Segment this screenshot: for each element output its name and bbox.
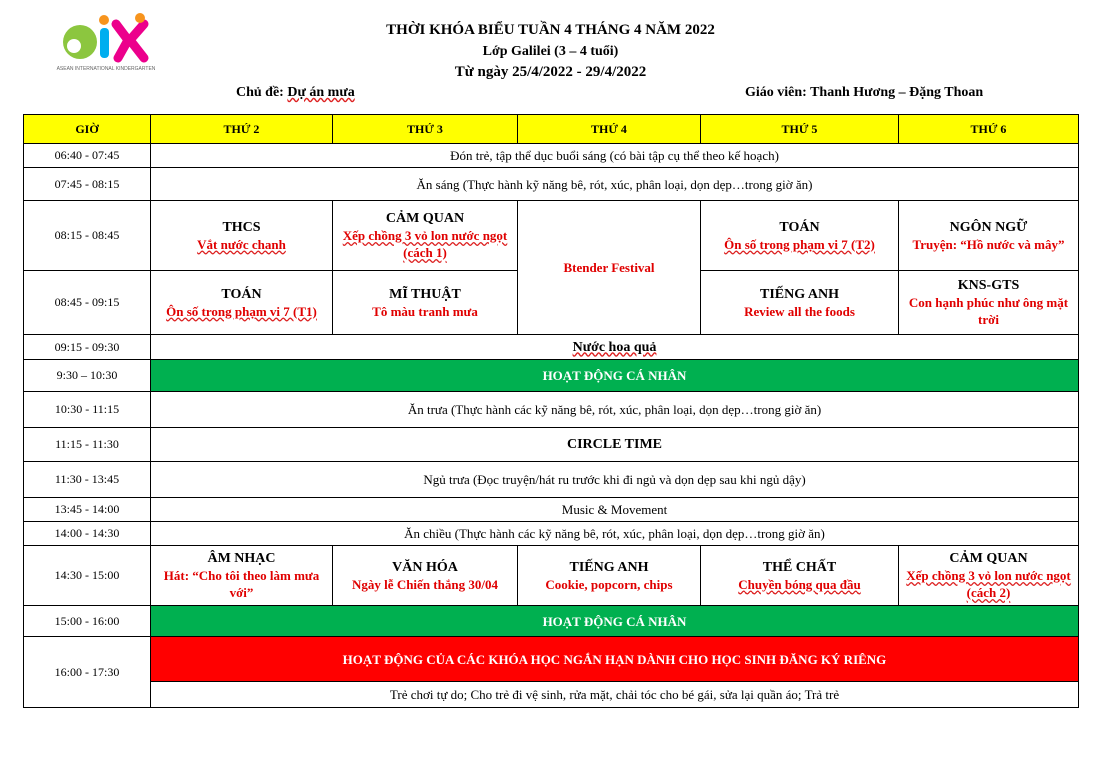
short-course-bar: HOẠT ĐỘNG CỦA CÁC KHÓA HỌC NGẮN HẠN DÀNH CHO HỌC SINH ĐĂNG KÝ RIÊNG bbox=[151, 637, 1079, 682]
lesson-detail: Hát: “Cho tôi theo làm mưa với” bbox=[163, 568, 320, 600]
table-row bbox=[24, 682, 1079, 708]
lesson-detail: Ôn số trong phạm vi 7 (T1) bbox=[166, 303, 317, 319]
table-row bbox=[24, 392, 1079, 428]
lesson-cell-wed bbox=[518, 201, 701, 335]
activity-cell: Music & Movement bbox=[151, 498, 1079, 522]
lesson-subject: ÂM NHẠC bbox=[207, 551, 276, 566]
time-cell: 9:30 – 10:30 bbox=[24, 360, 151, 392]
lesson-cell-mon bbox=[151, 271, 333, 335]
activity-cell: CIRCLE TIME bbox=[151, 428, 1079, 462]
lesson-detail: Btender Festival bbox=[563, 260, 655, 275]
activity-cell: Ngủ trưa (Đọc truyện/hát ru trước khi đi ngủ và dọn dẹp sau khi ngủ dậy) bbox=[151, 462, 1079, 498]
lesson-cell-fri bbox=[899, 271, 1079, 335]
time-cell: 16:00 - 17:30 bbox=[24, 637, 151, 708]
time-cell: 09:15 - 09:30 bbox=[24, 335, 151, 360]
lesson-detail: Ôn số trong phạm vi 7 (T2) bbox=[724, 236, 875, 252]
lesson-detail: Chuyền bóng qua đầu bbox=[738, 576, 861, 592]
header-row bbox=[24, 115, 1079, 144]
table-row bbox=[24, 637, 1079, 682]
col-mon: THỨ 2 bbox=[151, 115, 333, 144]
lesson-detail: Cookie, popcorn, chips bbox=[545, 576, 673, 592]
lesson-detail: Review all the foods bbox=[744, 303, 855, 319]
lesson-detail: Xếp chồng 3 vỏ lon nước ngọt (cách 2) bbox=[906, 568, 1071, 600]
timetable bbox=[23, 114, 1079, 708]
table-row bbox=[24, 428, 1079, 462]
schedule-title: THỜI KHÓA BIỂU TUẦN 4 THÁNG 4 NĂM 2022 bbox=[386, 22, 715, 38]
lesson-detail: Con hạnh phúc như ông mặt trời bbox=[908, 295, 1069, 327]
date-range: Từ ngày 25/4/2022 - 29/4/2022 bbox=[454, 64, 647, 80]
table-row bbox=[24, 522, 1079, 546]
lesson-subject: NGÔN NGỮ bbox=[949, 219, 1028, 235]
time-cell: 14:30 - 15:00 bbox=[24, 546, 151, 606]
col-tue: THỨ 3 bbox=[333, 115, 518, 144]
lesson-detail: Vắt nước chanh bbox=[197, 236, 286, 252]
lesson-subject: TIẾNG ANH bbox=[760, 286, 839, 302]
lesson-detail: Truyện: “Hồ nước và mây” bbox=[912, 236, 1065, 252]
lesson-subject: CẢM QUAN bbox=[385, 211, 465, 226]
individual-activity-bar: HOẠT ĐỘNG CÁ NHÂN bbox=[151, 606, 1079, 637]
lesson-subject: VĂN HÓA bbox=[392, 559, 458, 575]
activity-cell: Trẻ chơi tự do; Cho trẻ đi vệ sinh, rửa mặt, chải tóc cho bé gái, sửa lại quần áo; Trả trẻ bbox=[151, 682, 1079, 708]
col-time: GIỜ bbox=[24, 115, 151, 144]
lesson-subject: THCS bbox=[222, 219, 261, 235]
lesson-detail: Xếp chồng 3 vỏ lon nước ngọt (cách 1) bbox=[342, 228, 508, 260]
lesson-cell-thu bbox=[701, 546, 899, 606]
table-row bbox=[24, 498, 1079, 522]
individual-activity-bar: HOẠT ĐỘNG CÁ NHÂN bbox=[151, 360, 1079, 392]
table-row bbox=[24, 606, 1079, 637]
col-wed: THỨ 4 bbox=[518, 115, 701, 144]
lesson-cell-wed bbox=[518, 546, 701, 606]
activity-cell: Nước hoa quả bbox=[151, 335, 1079, 360]
table-row bbox=[24, 546, 1079, 606]
table-row bbox=[24, 335, 1079, 360]
theme: Chủ đề: Dự án mưa bbox=[236, 85, 355, 100]
time-cell: 08:45 - 09:15 bbox=[24, 271, 151, 335]
activity-cell: Ăn trưa (Thực hành các kỹ năng bê, rót, xúc, phân loại, dọn dẹp…trong giờ ăn) bbox=[151, 392, 1079, 428]
time-cell: 08:15 - 08:45 bbox=[24, 201, 151, 271]
lesson-detail: Ngày lễ Chiến thắng 30/04 bbox=[352, 576, 498, 592]
time-cell: 11:30 - 13:45 bbox=[24, 462, 151, 498]
activity-cell: Ăn chiều (Thực hành các kỹ năng bê, rót, xúc, phân loại, dọn dẹp…trong giờ ăn) bbox=[151, 522, 1079, 546]
lesson-cell-fri bbox=[899, 201, 1079, 271]
col-thu: THỨ 5 bbox=[701, 115, 899, 144]
lesson-cell-tue bbox=[333, 201, 518, 271]
lesson-cell-tue bbox=[333, 546, 518, 606]
time-cell: 07:45 - 08:15 bbox=[24, 168, 151, 201]
lesson-cell-mon bbox=[151, 546, 333, 606]
table-row bbox=[24, 462, 1079, 498]
activity-cell: Ăn sáng (Thực hành kỹ năng bê, rót, xúc, phân loại, dọn dẹp…trong giờ ăn) bbox=[151, 168, 1079, 201]
table-row bbox=[24, 168, 1079, 201]
lesson-subject: TOÁN bbox=[221, 286, 262, 302]
lesson-cell-thu bbox=[701, 201, 899, 271]
lesson-cell-tue bbox=[333, 271, 518, 335]
lesson-subject: MĨ THUẬT bbox=[389, 286, 461, 302]
lesson-cell-mon bbox=[151, 201, 333, 271]
lesson-subject: KNS-GTS bbox=[957, 278, 1020, 293]
lesson-cell-thu bbox=[701, 271, 899, 335]
lesson-detail: Tô màu tranh mưa bbox=[372, 303, 478, 319]
lesson-cell-fri bbox=[899, 546, 1079, 606]
logo-subtext: ASEAN INTERNATIONAL KINDERGARTEN bbox=[56, 66, 156, 72]
time-cell: 13:45 - 14:00 bbox=[24, 498, 151, 522]
col-fri: THỨ 6 bbox=[899, 115, 1079, 144]
time-cell: 14:00 - 14:30 bbox=[24, 522, 151, 546]
table-row bbox=[24, 144, 1079, 168]
teacher: Giáo viên: Thanh Hương – Đặng Thoan bbox=[745, 85, 984, 100]
time-cell: 15:00 - 16:00 bbox=[24, 606, 151, 637]
lesson-subject: TIẾNG ANH bbox=[569, 559, 649, 575]
lesson-subject: CẢM QUAN bbox=[949, 551, 1028, 566]
lesson-subject: TOÁN bbox=[779, 219, 820, 235]
lesson-subject: THỂ CHẤT bbox=[762, 559, 837, 575]
table-row bbox=[24, 360, 1079, 392]
class-line: Lớp Galilei (3 – 4 tuổi) bbox=[482, 44, 619, 59]
time-cell: 10:30 - 11:15 bbox=[24, 392, 151, 428]
table-row bbox=[24, 201, 1079, 271]
time-cell: 11:15 - 11:30 bbox=[24, 428, 151, 462]
activity-cell: Đón trẻ, tập thể dục buổi sáng (có bài tập cụ thể theo kế hoạch) bbox=[151, 144, 1079, 168]
time-cell: 06:40 - 07:45 bbox=[24, 144, 151, 168]
